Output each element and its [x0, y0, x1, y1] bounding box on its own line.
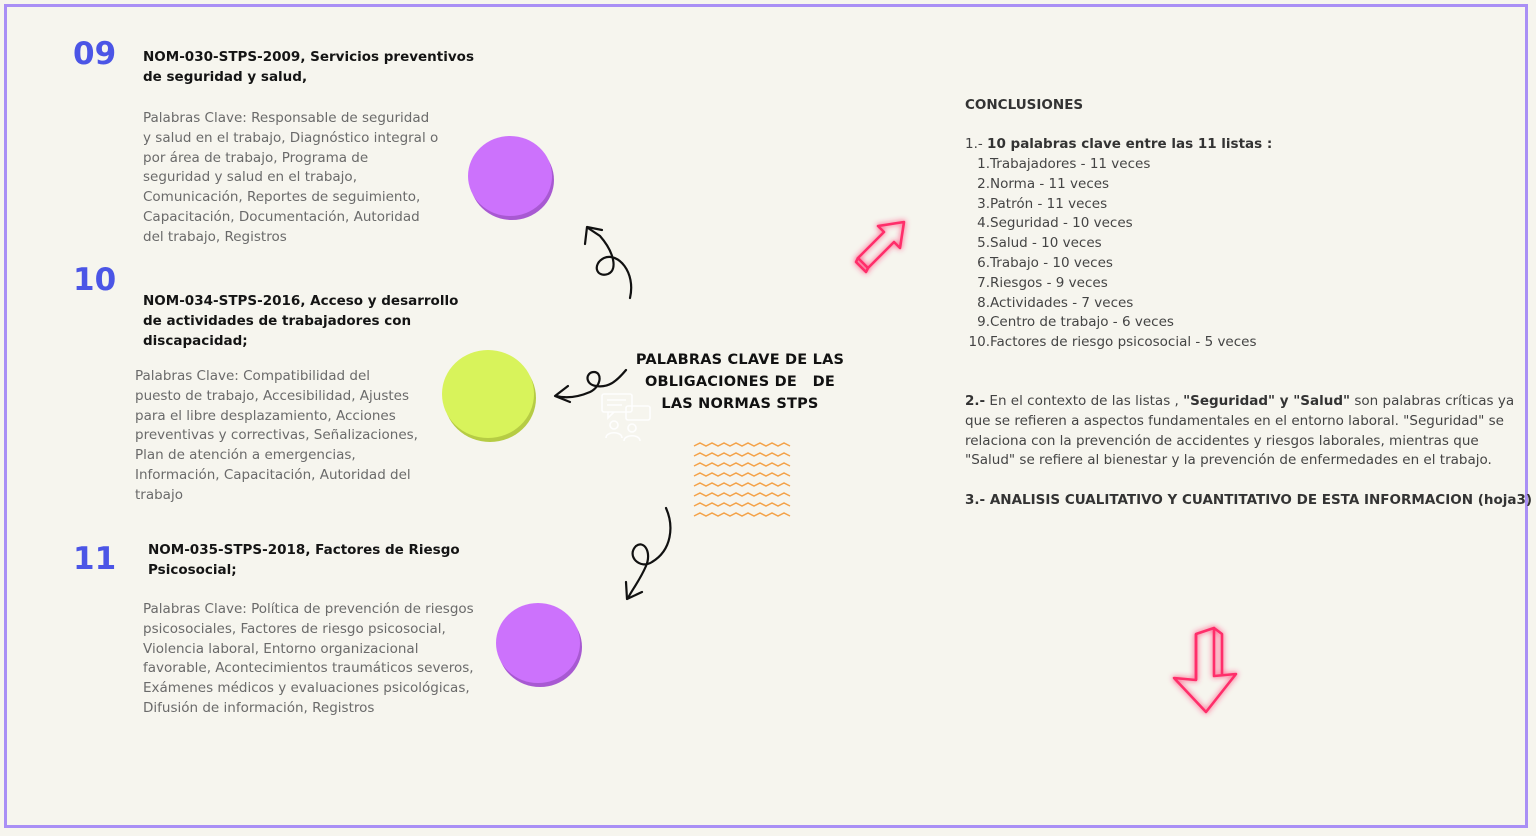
zigzag-line — [694, 463, 790, 466]
item-11-title — [148, 540, 460, 580]
zigzag-line — [694, 503, 790, 506]
body-line: Plan de atención a emergencias, — [135, 447, 356, 464]
keyword-text: Salud - 10 veces — [990, 235, 1102, 252]
keyword-item — [965, 313, 1257, 333]
center-title — [620, 349, 860, 415]
item-09-title-line: NOM-030-STPS-2009, Servicios preventivos — [143, 49, 474, 65]
point-3-text: 3.- ANALISIS CUALITATIVO Y CUANTITATIVO DE ESTA INFORMACION (hoja3) — [965, 492, 1533, 508]
body-line: preventivas y correctivas, Señalizaciones, — [135, 427, 418, 444]
conclusion-point-1 — [965, 135, 1272, 155]
point-2-text: En el contexto de las listas , — [985, 393, 1184, 409]
conclusions-heading-text: CONCLUSIONES — [965, 97, 1084, 113]
zigzag-line — [694, 443, 790, 446]
item-11-title-line: NOM-035-STPS-2018, Factores de Riesgo — [148, 542, 460, 558]
body-line: Comunicación, Reportes de seguimiento, — [143, 189, 421, 206]
point-2-line: "Salud" se refiere al bienestar y la prevención de enfermedades en el trabajo. — [965, 452, 1492, 469]
body-line: Palabras Clave: Compatibilidad del — [135, 368, 371, 384]
keyword-number: 10. — [968, 334, 990, 351]
item-11-keywords — [143, 600, 474, 719]
body-line: Capacitación, Documentación, Autoridad — [143, 208, 420, 225]
keyword-number: 9. — [977, 314, 990, 331]
point-2-prefix: 2.- — [965, 393, 986, 409]
keyword-item — [965, 333, 1257, 353]
keyword-text: Actividades - 7 veces — [990, 294, 1134, 311]
keyword-item — [965, 234, 1257, 254]
item-11-number: 11 — [73, 541, 117, 577]
lime-circle-decoration — [442, 350, 534, 438]
keyword-item — [965, 254, 1257, 274]
neon-arrow-down-icon — [1166, 624, 1248, 720]
point-2-highlight: "Seguridad" y "Salud" — [1183, 393, 1351, 409]
body-line: Difusión de información, Registros — [143, 699, 375, 716]
center-title-line: LAS NORMAS STPS — [661, 396, 819, 412]
point-2-line: que se refieren a aspectos fundamentales en el entorno laboral. "Seguridad" se — [965, 412, 1504, 429]
item-10-title — [143, 291, 458, 351]
purple-circle-decoration — [468, 136, 552, 216]
zigzag-line — [694, 473, 790, 476]
keyword-number: 6. — [977, 254, 990, 271]
body-line: Exámenes médicos y evaluaciones psicológicas, — [143, 680, 470, 697]
center-title-line: OBLIGACIONES DE DE — [644, 374, 836, 390]
keyword-text: Norma - 11 veces — [990, 175, 1110, 192]
conclusion-point-2 — [965, 392, 1515, 471]
keyword-item — [965, 175, 1257, 195]
point-1-title: 10 palabras clave entre las 11 listas : — [987, 136, 1273, 152]
body-line: del trabajo, Registros — [143, 228, 287, 245]
zigzag-line — [694, 453, 790, 456]
body-line: favorable, Acontecimientos traumáticos severos, — [143, 660, 474, 677]
point-2-line — [965, 392, 1515, 412]
keyword-text: Seguridad - 10 veces — [990, 215, 1133, 232]
chat-people-icon — [598, 392, 656, 444]
keyword-number: 7. — [977, 274, 990, 291]
keyword-number: 1. — [977, 156, 990, 172]
item-10-keywords — [135, 367, 418, 506]
curly-arrow-up-icon — [578, 222, 638, 302]
keyword-number: 3. — [977, 195, 990, 212]
keyword-item — [965, 195, 1257, 215]
body-line: para el libre desplazamiento, Acciones — [135, 407, 396, 424]
center-title-line: PALABRAS CLAVE DE LAS — [635, 352, 845, 368]
item-09-title-line: de seguridad y salud, — [143, 69, 308, 85]
point-2-line: relaciona con la prevención de accidentes y riesgos laborales, mientras que — [965, 432, 1479, 449]
item-09-number: 09 — [73, 36, 117, 72]
point-2-text: son palabras críticas ya — [1350, 393, 1515, 409]
keyword-number: 2. — [977, 175, 990, 192]
keyword-number: 8. — [977, 294, 990, 311]
body-line: trabajo — [135, 486, 183, 503]
body-line: puesto de trabajo, Accesibilidad, Ajustes — [135, 387, 409, 404]
point-1-prefix: 1.- — [965, 136, 988, 152]
keyword-text: Factores de riesgo psicosocial - 5 veces — [990, 334, 1257, 351]
body-line: psicosociales, Factores de riesgo psicosocial, — [143, 620, 446, 637]
keyword-item — [965, 214, 1257, 234]
keyword-number: 4. — [977, 215, 990, 232]
body-line: y salud en el trabajo, Diagnóstico integral o — [143, 129, 439, 146]
item-10-number: 10 — [73, 262, 117, 298]
item-11-title-line: Psicosocial; — [148, 562, 237, 578]
keyword-item — [965, 155, 1257, 175]
curly-arrow-down-icon — [622, 504, 682, 604]
keyword-item — [965, 294, 1257, 314]
zigzag-line — [694, 513, 790, 516]
keyword-text: Patrón - 11 veces — [990, 195, 1108, 212]
body-line: seguridad y salud en el trabajo, — [143, 169, 357, 186]
keyword-number: 5. — [977, 235, 990, 252]
body-line: Palabras Clave: Política de prevención de riesgos — [143, 601, 474, 617]
body-line: Palabras Clave: Responsable de seguridad — [143, 110, 430, 126]
zigzag-pattern — [692, 442, 790, 524]
body-line: Violencia laboral, Entorno organizacional — [143, 640, 419, 657]
body-line: Información, Capacitación, Autoridad del — [135, 466, 411, 483]
keyword-text: Riesgos - 9 veces — [990, 274, 1108, 291]
keyword-list — [965, 155, 1257, 353]
neon-arrow-up-right-icon — [848, 212, 914, 274]
zigzag-line — [694, 483, 790, 486]
keyword-text: Centro de trabajo - 6 veces — [990, 314, 1174, 331]
body-line: por área de trabajo, Programa de — [143, 149, 369, 166]
item-09-title — [143, 47, 474, 87]
item-10-title-line: de actividades de trabajadores con — [143, 313, 412, 329]
keyword-item — [965, 274, 1257, 294]
item-10-title-line: NOM-034-STPS-2016, Acceso y desarrollo — [143, 293, 459, 309]
purple-circle-decoration — [496, 603, 580, 683]
conclusions-heading — [965, 96, 1083, 116]
conclusion-point-3 — [965, 491, 1532, 511]
item-09-keywords — [143, 109, 438, 248]
keyword-text: Trabajadores - 11 veces — [990, 156, 1151, 172]
keyword-text: Trabajo - 10 veces — [990, 254, 1113, 271]
item-10-title-line: discapacidad; — [143, 333, 248, 349]
zigzag-line — [694, 493, 790, 496]
